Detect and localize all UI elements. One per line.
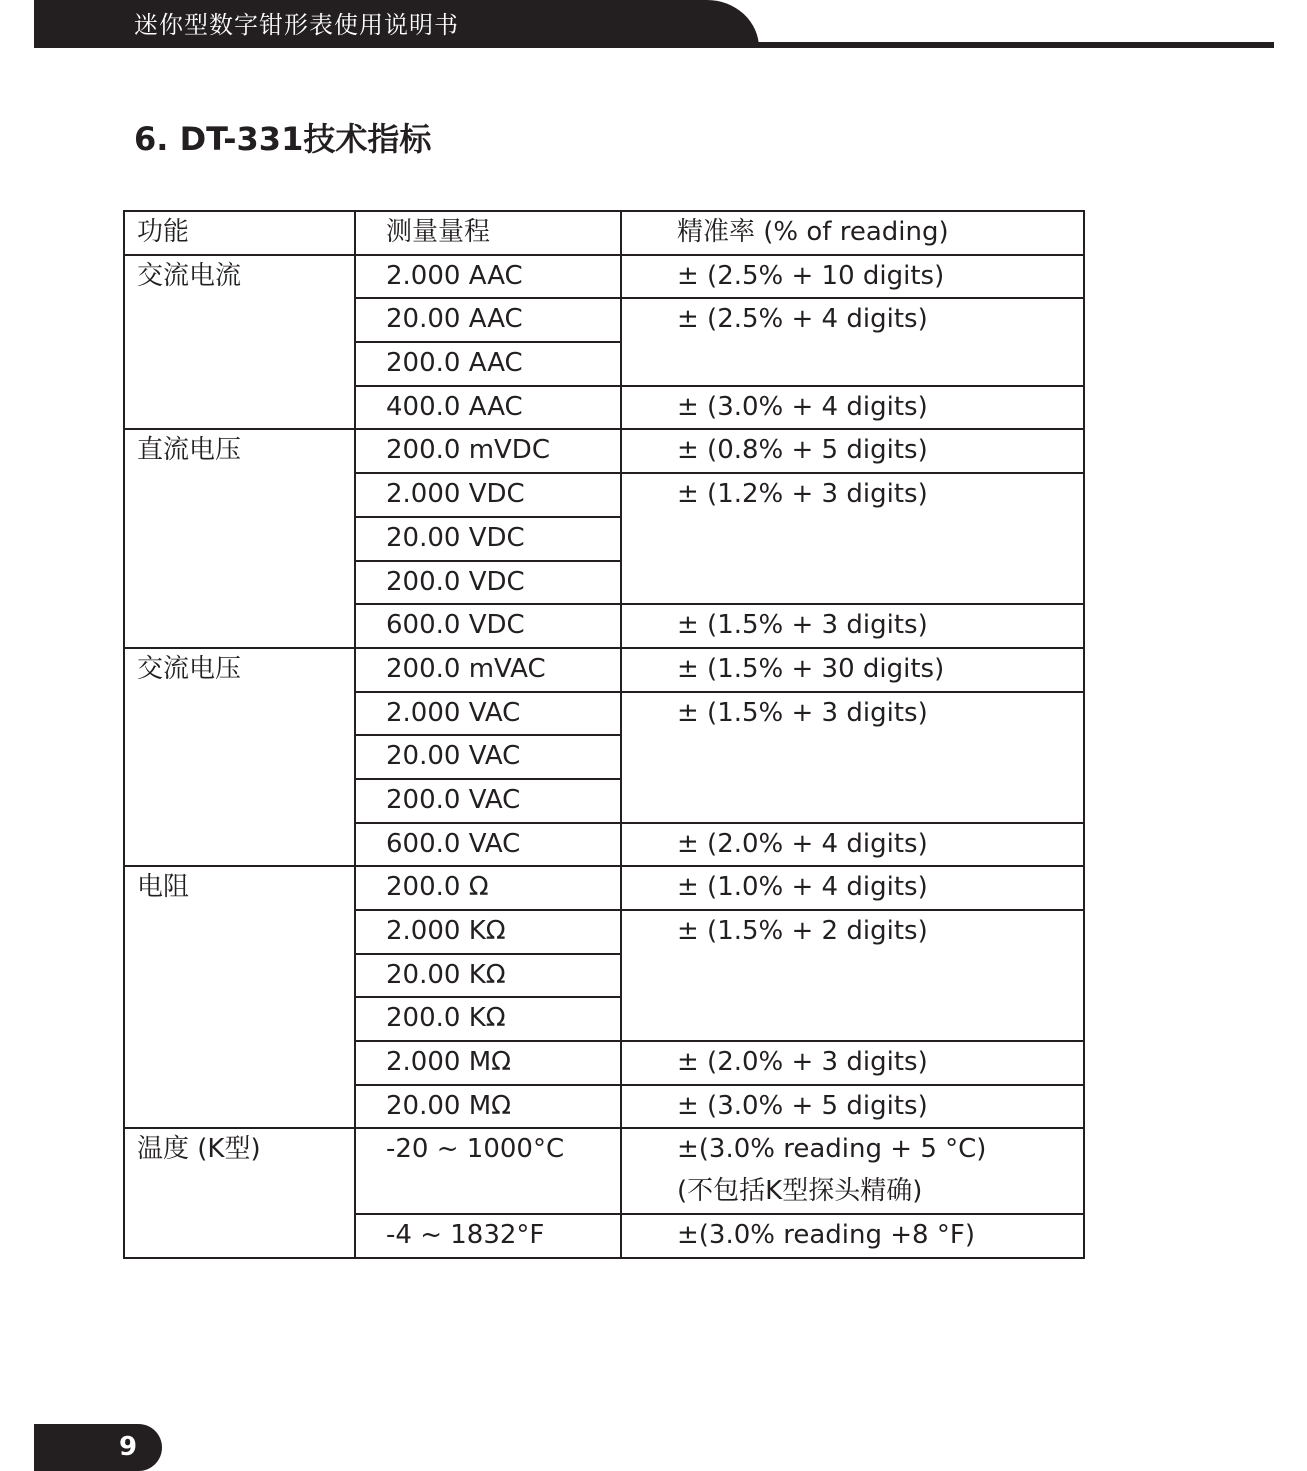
accuracy-note: (不包括K型探头精确): [621, 1171, 1084, 1214]
range-cell: 20.00 VAC: [355, 735, 621, 779]
range-cell: 200.0 KΩ: [355, 997, 621, 1041]
range-cell: 200.0 Ω: [355, 866, 621, 910]
range-cell: 600.0 VAC: [355, 823, 621, 867]
accuracy-cell: ± (3.0% + 4 digits): [621, 386, 1084, 430]
table-header-row: [124, 211, 1084, 255]
range-cell: 2.000 MΩ: [355, 1041, 621, 1085]
accuracy-cell: ± (2.5% + 10 digits): [621, 255, 1084, 299]
accuracy-cell: ± (1.2% + 3 digits): [621, 473, 1084, 604]
range-cell: 2.000 VAC: [355, 692, 621, 736]
accuracy-cell: ±(3.0% reading + 5 °C): [621, 1128, 1084, 1171]
header-title: 迷你型数字钳形表使用说明书: [134, 11, 459, 39]
range-cell: 2.000 AAC: [355, 255, 621, 299]
range-cell: 200.0 VAC: [355, 779, 621, 823]
range-cell: 20.00 AAC: [355, 298, 621, 342]
function-ac-voltage: 交流电压: [124, 648, 355, 866]
spec-table: [123, 210, 1085, 1259]
accuracy-cell: ± (0.8% + 5 digits): [621, 429, 1084, 473]
range-cell: 20.00 MΩ: [355, 1085, 621, 1129]
header-accuracy: 精准率 (% of reading): [621, 211, 1084, 255]
range-cell: 200.0 VDC: [355, 561, 621, 605]
range-cell: 20.00 KΩ: [355, 954, 621, 998]
table-row: [124, 429, 1084, 473]
function-dc-voltage: 直流电压: [124, 429, 355, 647]
function-resistance: 电阻: [124, 866, 355, 1128]
accuracy-cell: ± (1.5% + 2 digits): [621, 910, 1084, 1041]
range-cell: 600.0 VDC: [355, 604, 621, 648]
range-cell: 20.00 VDC: [355, 517, 621, 561]
accuracy-cell: ± (2.5% + 4 digits): [621, 298, 1084, 385]
range-cell: -4 ~ 1832°F: [355, 1214, 621, 1258]
table-row: [124, 866, 1084, 910]
function-temperature: 温度 (K型): [124, 1128, 355, 1257]
accuracy-cell: ±(3.0% reading +8 °F): [621, 1214, 1084, 1258]
accuracy-cell: ± (3.0% + 5 digits): [621, 1085, 1084, 1129]
range-cell: 200.0 mVAC: [355, 648, 621, 692]
range-cell: 400.0 AAC: [355, 386, 621, 430]
table-row: [124, 1128, 1084, 1171]
accuracy-cell: ± (1.5% + 3 digits): [621, 692, 1084, 823]
page-number: 9: [118, 1432, 138, 1462]
page-number-tab: [34, 1424, 162, 1471]
range-cell: 200.0 AAC: [355, 342, 621, 386]
accuracy-cell: ± (2.0% + 3 digits): [621, 1041, 1084, 1085]
accuracy-cell: ± (1.0% + 4 digits): [621, 866, 1084, 910]
accuracy-cell: ± (1.5% + 30 digits): [621, 648, 1084, 692]
header-range: 测量量程: [355, 211, 621, 255]
function-ac-current: 交流电流: [124, 255, 355, 430]
table-row: [124, 648, 1084, 692]
header-function: 功能: [124, 211, 355, 255]
range-cell: 2.000 KΩ: [355, 910, 621, 954]
section-title: 6. DT-331技术指标: [134, 120, 432, 158]
range-cell: -20 ~ 1000°C: [355, 1128, 621, 1213]
range-cell: 200.0 mVDC: [355, 429, 621, 473]
accuracy-cell: ± (2.0% + 4 digits): [621, 823, 1084, 867]
range-cell: 2.000 VDC: [355, 473, 621, 517]
table-row: [124, 255, 1084, 299]
accuracy-cell: ± (1.5% + 3 digits): [621, 604, 1084, 648]
